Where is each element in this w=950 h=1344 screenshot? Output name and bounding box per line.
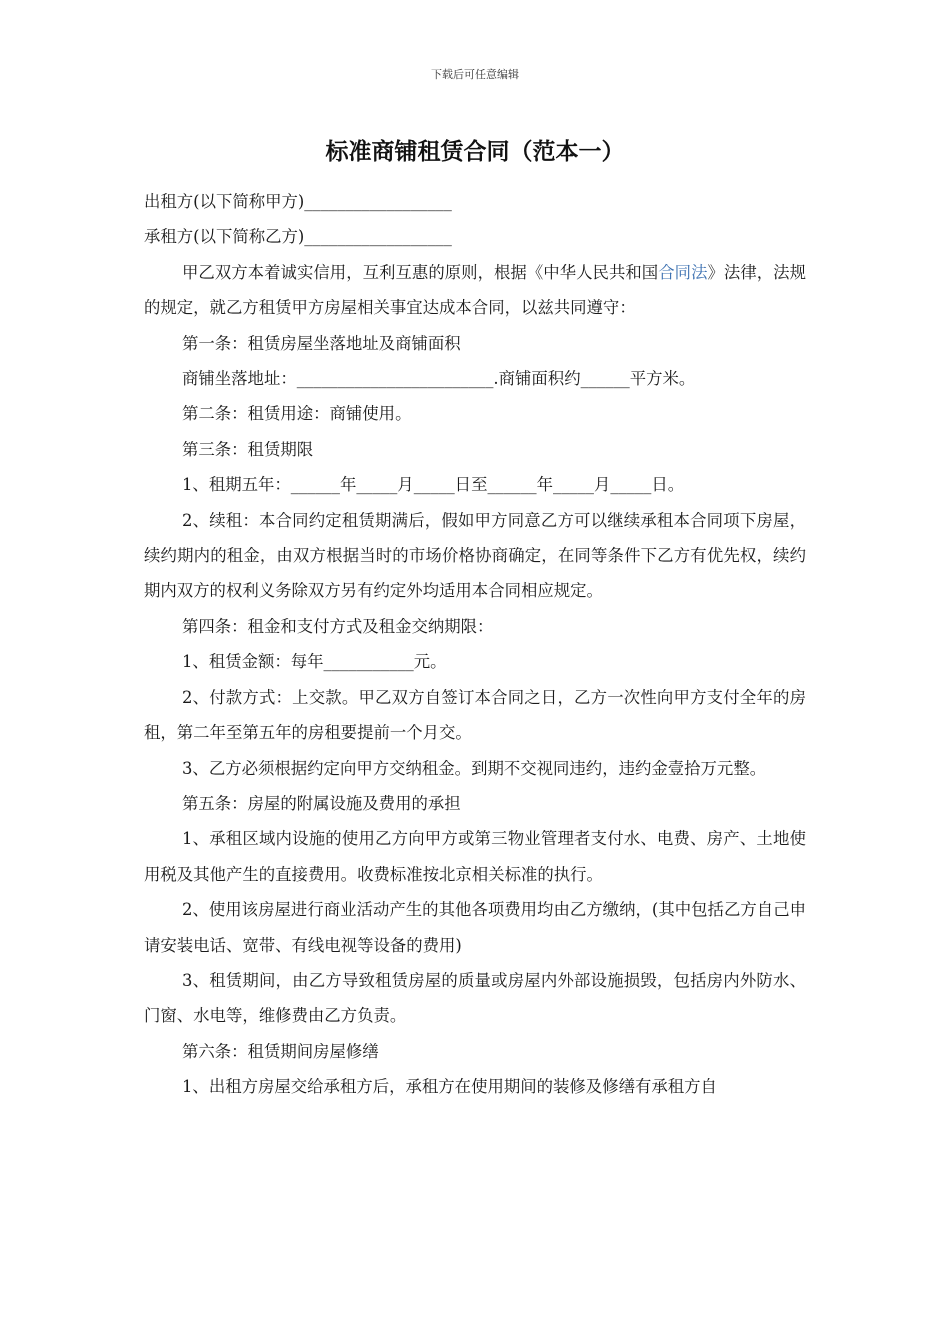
preamble-text-after: 》法律，法规的规定，就乙方租赁甲方房屋相关事宜达成本合同，以兹共同遵守： (144, 262, 806, 318)
article-4-penalty-paragraph: 3、乙方必须根据约定向甲方交纳租金。到期不交视同违约，违约金壹拾万元整。 (182, 758, 767, 778)
article-2-heading: 第二条：租赁用途：商铺使用。 (182, 404, 412, 424)
article-5-heading: 第五条：房屋的附属设施及费用的承担 (182, 793, 461, 813)
contract-body (144, 184, 806, 1105)
page-header-note: 下载后可任意编辑 (431, 68, 519, 81)
article-5-other-fees-paragraph: 2、使用该房屋进行商业活动产生的其他各项费用均由乙方缴纳，(其中包括乙方自己申请安装电话、宽带、有线电视等设备的费用) (144, 900, 806, 955)
contract-law-link[interactable]: 合同法 (658, 262, 708, 282)
article-3-term-line: 1、租期五年：______年_____月_____日至______年_____月_____日。 (182, 475, 685, 495)
article-4-amount-line: 1、租赁金额：每年___________元。 (182, 652, 447, 672)
article-1-address-line: 商铺坐落地址：________________________.商铺面积约______平方米。 (182, 369, 696, 389)
article-4-payment-paragraph: 2、付款方式：上交款。甲乙双方自签订本合同之日，乙方一次性向甲方支付全年的房租，第二年至第五年的房租要提前一个月交。 (144, 687, 806, 743)
article-6-heading: 第六条：租赁期间房屋修缮 (182, 1041, 379, 1061)
article-4-heading: 第四条：租金和支付方式及租金交纳期限： (182, 616, 494, 636)
article-5-utilities-paragraph: 1、承租区域内设施的使用乙方向甲方或第三物业管理者支付水、电费、房产、土地使用税及其他产生的直接费用。收费标准按北京相关标准的执行。 (144, 829, 806, 884)
article-5-repair-paragraph: 3、租赁期间，由乙方导致租赁房屋的质量或房屋内外部设施损毁，包括房内外防水、门窗、水电等，维修费由乙方负责。 (144, 970, 806, 1026)
lessee-line: 承租方(以下简称乙方)__________________ (144, 227, 452, 247)
lessor-line: 出租方(以下简称甲方)__________________ (144, 192, 452, 211)
document-title: 标准商铺租赁合同（范本一） (325, 138, 625, 165)
preamble-text-before: 甲乙双方本着诚实信用，互利互惠的原则，根据《中华人民共和国 (182, 262, 659, 282)
article-6-repair-paragraph: 1、出租方房屋交给承租方后，承租方在使用期间的装修及修缮有承租方自 (182, 1077, 717, 1097)
preamble-paragraph (144, 255, 806, 326)
article-3-renewal-paragraph: 2、续租：本合同约定租赁期满后，假如甲方同意乙方可以继续承租本合同项下房屋，续约期内的租金，由双方根据当时的市场价格协商确定，在同等条件下乙方有优先权，续约期内双方的权利义务除双方另有约定外均适用本合同相应规定。 (144, 510, 806, 601)
article-3-heading: 第三条：租赁期限 (182, 439, 314, 459)
article-1-heading: 第一条：租赁房屋坐落地址及商铺面积 (182, 333, 461, 353)
